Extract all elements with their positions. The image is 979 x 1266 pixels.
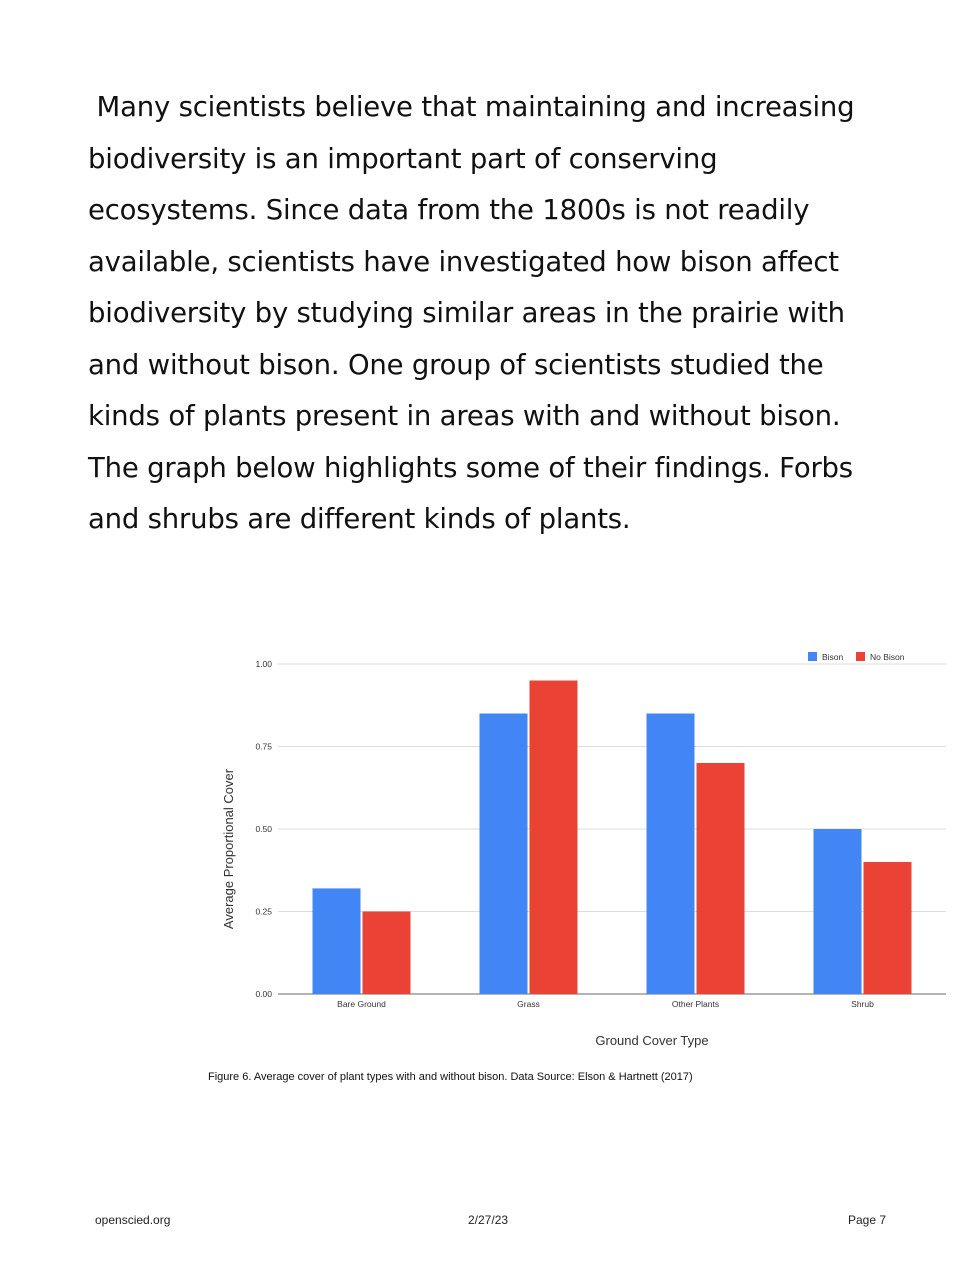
y-tick-label: 1.00 [255,659,272,669]
x-tick-label: Shrub [851,999,874,1009]
bar-bison [480,714,528,995]
bar-chart [200,640,960,1060]
y-tick-label: 0.50 [255,824,272,834]
bar-bison [313,888,361,994]
legend-label: No Bison [870,652,905,662]
bar-no-bison [697,763,745,994]
bar-no-bison [530,681,578,995]
bar-bison [647,714,695,995]
footer-page-number: Page 7 [848,1213,887,1227]
bar-no-bison [363,912,411,995]
x-tick-label: Grass [517,999,540,1009]
figure-caption: Figure 6. Average cover of plant types with and without bison. Data Source: Elson & Hartnett (2017) [208,1071,693,1083]
legend-swatch [808,652,817,661]
y-tick-label: 0.75 [255,741,272,752]
x-tick-label: Other Plants [671,999,720,1009]
y-tick-label: 0.00 [255,989,272,999]
intro-paragraph: Many scientists believe that maintaining and increasing biodiversity is an important part of conserving ecosystems. Since data from the 1800s is not readily available, scientists have investigated how bison affect biodiversity by studying similar areas in the prairie with and without bison. One group of scientists studied the kinds of plants present in areas with and without bison. The graph below highlights some of their findings. Forbs and shrubs are different kinds of plants. [88,91,863,535]
y-axis-title: Average Proportional Cover [221,768,236,930]
legend-label: Bison [822,652,844,662]
legend-swatch [856,652,865,661]
y-tick-label: 0.25 [255,906,272,917]
x-axis-title: Ground Cover Type [595,1033,709,1048]
bar-bison [814,829,862,994]
bar-no-bison [864,862,912,994]
x-tick-label: Bare Ground [337,999,386,1009]
footer-site: openscied.org [95,1213,171,1227]
footer-date: 2/27/23 [468,1213,509,1227]
bar-chart-figure [200,640,960,1060]
